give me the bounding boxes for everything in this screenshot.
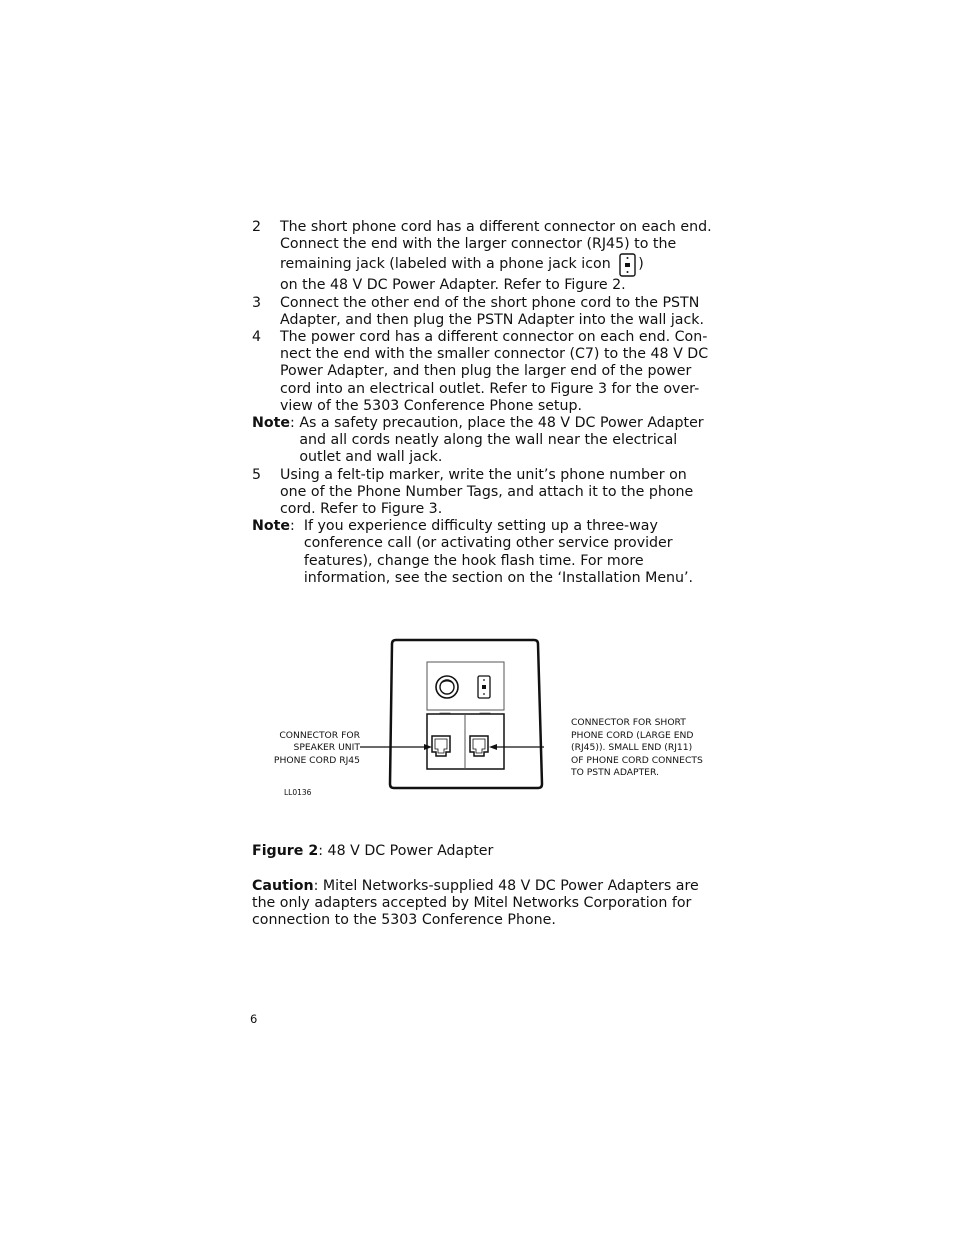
left-callout-line-3: PHONE CORD RJ45	[273, 755, 360, 766]
instruction-list	[252, 219, 712, 587]
caution-paragraph	[252, 878, 712, 930]
step-text: Using a felt-tip marker, write the unit’s phone number on one of the Phone Number Tags, and attach it to the phone cord. Refer to Figure 3.	[280, 466, 694, 518]
phone-jack-icon	[619, 253, 636, 277]
note-text: If you experience difficulty setting up a three-way conference call (or activating other service provider features), change the hook flash time. For more information, see the section on the ‘Installation Menu’.	[303, 518, 694, 586]
step-number: 3	[252, 294, 262, 311]
right-callout-line-4: OF PHONE CORD CONNECTS	[571, 755, 703, 766]
note-label: Note	[252, 518, 291, 535]
note-label: Note	[252, 415, 291, 432]
step-2	[252, 219, 712, 295]
note-safety: Note: As a safety precaution, place the 48 V DC Power Adapter and all cords neatly along the wall near the electrical outlet and wall jack.	[252, 415, 712, 467]
note-hook-flash: Note: If you experience difficulty setting up a three-way conference call (or activating other service provider features), change the hook flash time. For more information, see the section on the ‘Installation Menu’.	[252, 518, 712, 587]
page-number: 6	[250, 1012, 258, 1026]
step-number: 2	[252, 219, 262, 235]
caption-text: : 48 V DC Power Adapter	[318, 843, 494, 859]
right-callout-line-5: TO PSTN ADAPTER.	[571, 767, 659, 778]
step-number: 5	[252, 466, 262, 483]
step-4	[252, 329, 712, 415]
caution-label: Caution	[252, 878, 314, 894]
figure-id: LL0136	[284, 788, 312, 797]
power-adapter-figure	[273, 630, 703, 800]
step-text: Connect the other end of the short phone cord to the PSTN Adapter, and then plug the PSTN Adapter into the wall jack.	[280, 294, 705, 328]
power-socket-icon	[436, 676, 458, 698]
step-text: The power cord has a different connector on each end. Con-nect the end with the smaller connector (C7) to the 48 V DC Power Adapter, and then plug the larger end of the power cord into an electrical outlet. Refer to Figure 3 for the over-view of the 5303 Conference Phone setup.	[280, 329, 709, 414]
note-text: As a safety precaution, place the 48 V DC Power Adapter and all cords neatly along the wall near the electrical outlet and wall jack.	[299, 415, 704, 466]
step-number: 4	[252, 329, 262, 346]
phone-jack-icon	[478, 676, 490, 698]
step-5	[252, 467, 712, 519]
right-callout-line-1: CONNECTOR FOR SHORT	[571, 717, 686, 728]
left-callout-line-2: SPEAKER UNIT	[293, 742, 360, 753]
caution-text: : Mitel Networks-supplied 48 V DC Power Adapters are the only adapters accepted by Mitel Networks Corporation for connection to the 5303 Conference Phone.	[252, 878, 699, 929]
caption-label: Figure 2	[252, 843, 319, 859]
right-callout-line-3: (RJ45)). SMALL END (RJ11)	[571, 742, 693, 753]
right-callout-line-2: PHONE CORD (LARGE END	[571, 730, 694, 741]
step-text: The short phone cord has a different connector on each end. Connect the end with the larger connector (RJ45) to the remaining jack (labeled with a phone jack icon ) on the 48 V DC Power Adapter. Refer to Figure 2.	[280, 219, 712, 294]
step-3	[252, 295, 712, 329]
left-callout-line-1: CONNECTOR FOR	[279, 730, 360, 741]
figure-caption	[252, 843, 493, 860]
